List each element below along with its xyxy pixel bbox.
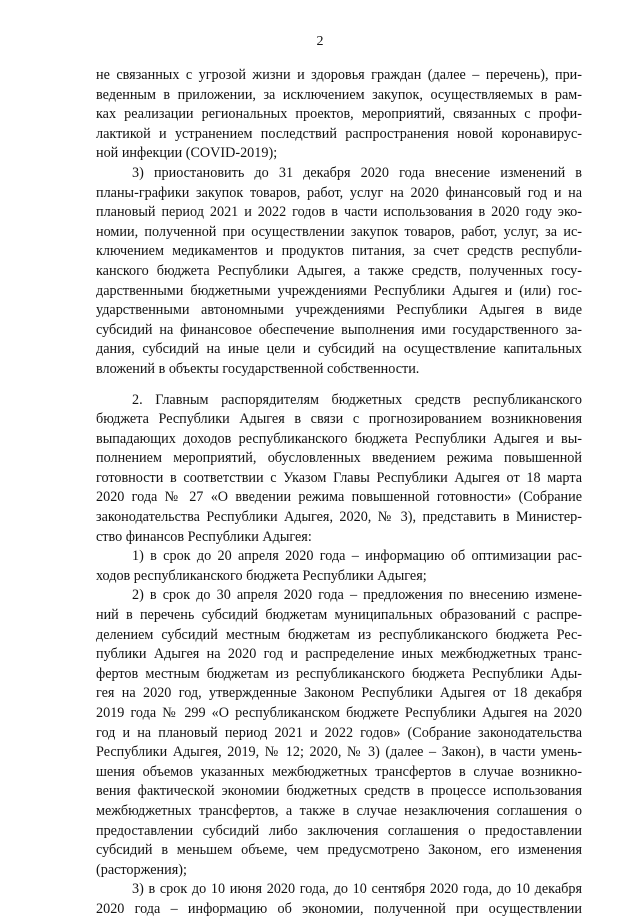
paragraph xyxy=(96,547,582,586)
text-line: дарственными бюджетными учреждениями Республики Адыгея и (или) гос- xyxy=(96,282,582,299)
text-line: фертов местным бюджетам из республиканского бюджета Республики Ады- xyxy=(96,665,582,682)
text-line: 2) в срок до 30 апреля 2020 года – предложения по внесению измене- xyxy=(132,587,582,604)
page-number: 2 xyxy=(316,34,324,49)
text-line: публики Адыгея на 2020 год и распределение иных межбюджетных транс- xyxy=(96,646,582,663)
text-line: 2020 года № 27 «О введении режима повышенной готовности» (Собрание xyxy=(96,489,582,506)
text-line: планы-графики закупок товаров, работ, услуг на 2020 финансовый год и на xyxy=(96,184,582,201)
text-line: законодательства Республики Адыгея, 2020, № 3), представить в Министер- xyxy=(96,509,582,526)
text-line: межбюджетных трансфертов, а также в случае незаключения соглашения о xyxy=(96,802,582,819)
paragraph xyxy=(96,880,582,919)
text-line: Республики Адыгея, 2019, № 12; 2020, № 3) (далее – Закон), в части умень- xyxy=(96,744,582,761)
text-line: субсидий на финансовое обеспечение выполнения ими государственного за- xyxy=(96,321,582,338)
text-line: готовности в соответствии с Указом Главы Республики Адыгея от 18 марта xyxy=(96,469,582,486)
text-line: вложений в объекты государственной собственности. xyxy=(96,360,420,377)
text-line: вения фактической экономии бюджетных средств в процессе использования xyxy=(96,783,582,800)
text-line: 2. Главным распорядителям бюджетных средств республиканского xyxy=(132,391,582,408)
text-line: ках реализации региональных проектов, мероприятий, связанных с профи- xyxy=(96,106,582,123)
paragraph xyxy=(96,391,582,548)
document-body xyxy=(96,66,582,920)
text-line: номии, полученной при осуществлении закупок товаров, работ, услуг, за ис- xyxy=(96,223,582,240)
paragraph-gap xyxy=(96,380,582,391)
text-line: шения объемов указанных межбюджетных трансфертов в случае возникно- xyxy=(96,763,582,780)
text-line: делением субсидий местным бюджетам из республиканского бюджета Рес- xyxy=(96,626,582,643)
text-line: 1) в срок до 20 апреля 2020 года – информацию об оптимизации рас- xyxy=(132,548,582,565)
text-line: ной инфекции (COVID-2019); xyxy=(96,145,278,162)
text-line: веденным в приложении, за исключением закупок, осуществляемых в рам- xyxy=(96,86,582,103)
text-line: полнением мероприятий, обусловленных введением режима повышенной xyxy=(96,450,582,467)
text-line: 3) в срок до 10 июня 2020 года, до 10 сентября 2020 года, до 10 декабря xyxy=(132,881,582,898)
text-line: ство финансов Республики Адыгея: xyxy=(96,528,312,545)
text-line: год и на плановый период 2021 и 2022 годов» (Собрание законодательства xyxy=(96,724,582,741)
text-line: ударственными автономными учреждениями Республики Адыгея в виде xyxy=(96,302,582,319)
text-line: бюджета Республики Адыгея в связи с прогнозированием возникновения xyxy=(96,411,582,428)
text-line: лактикой и устранением последствий распространения новой коронавирус- xyxy=(96,125,582,142)
paragraph xyxy=(96,586,582,880)
paragraph xyxy=(96,66,582,164)
text-line: 2020 года – информацию об экономии, полученной при осуществлении xyxy=(96,900,582,917)
text-line: предоставлении субсидий либо заключения соглашения о предоставлении xyxy=(96,822,582,839)
text-line: гея на 2020 год, утвержденные Законом Республики Адыгея от 18 декабря xyxy=(96,685,582,702)
text-line: ключением медикаментов и продуктов питания, за счет средств республи- xyxy=(96,243,582,260)
text-line: выпадающих доходов республиканского бюджета Республики Адыгея и вы- xyxy=(96,430,582,447)
text-line: не связанных с угрозой жизни и здоровья граждан (далее – перечень), при- xyxy=(96,67,582,83)
text-line: (расторжения); xyxy=(96,861,187,878)
text-line: дания, субсидий на иные цели и субсидий на осуществление капитальных xyxy=(96,341,582,358)
text-line: ний в перечень субсидий бюджетам муниципальных образований с распре- xyxy=(96,607,582,624)
text-line: 2019 года № 299 «О республиканском бюджете Республики Адыгея на 2020 xyxy=(96,705,582,721)
paragraph xyxy=(96,164,582,380)
text-line: канского бюджета Республики Адыгея, а также средств, полученных госу- xyxy=(96,262,582,279)
text-line: 3) приостановить до 31 декабря 2020 года внесение изменений в xyxy=(132,164,582,181)
text-line: плановый период 2021 и 2022 годов в части использования в 2020 году эко- xyxy=(96,204,582,221)
text-line: субсидий в меньшем объеме, чем предусмотрено Законом, его изменения xyxy=(96,842,582,859)
text-line: ходов республиканского бюджета Республики Адыгея; xyxy=(96,567,427,584)
